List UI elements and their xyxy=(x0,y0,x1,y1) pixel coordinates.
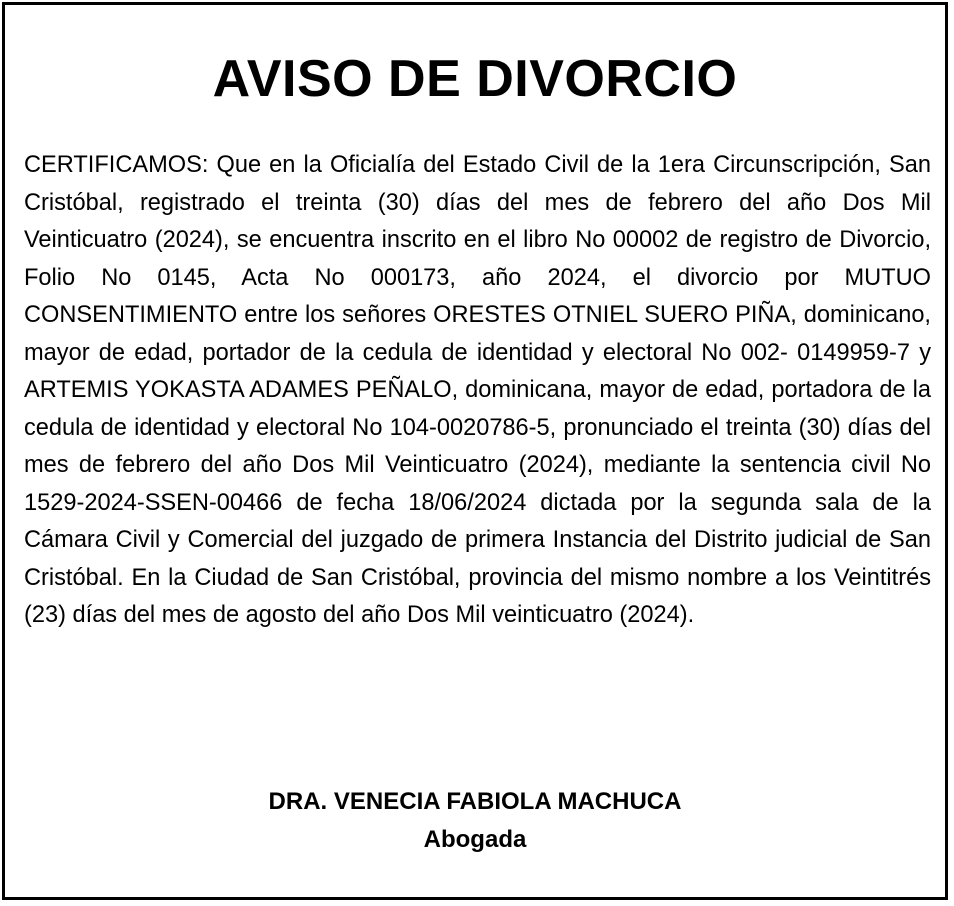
signature-block xyxy=(5,783,945,859)
notice-body: CERTIFICAMOS: Que en la Oficialía del Estado Civil de la 1era Circunscripción, San Cristóbal, registrado el treinta (30) días del mes de febrero del año Dos Mil Veinticuatro (2024), se encuentra inscrito en el libro No 00002 de registro de Divorcio, Folio No 0145, Acta No 000173, año 2024, el divorcio por MUTUO CONSENTIMIENTO entre los señores ORESTES OTNIEL SUERO PIÑA, dominicano, mayor de edad, portador de la cedula de identidad y electoral No 002- 0149959-7 y ARTEMIS YOKASTA ADAMES PEÑALO, dominicana, mayor de edad, portadora de la cedula de identidad y electoral No 104-0020786-5, pronunciado el treinta (30) días del mes de febrero del año Dos Mil Veinticuatro (2024), mediante la sentencia civil No 1529-2024-SSEN-00466 de fecha 18/06/2024 dictada por la segunda sala de la Cámara Civil y Comercial del juzgado de primera Instancia del Distrito judicial de San Cristóbal. En la Ciudad de San Cristóbal, provincia del mismo nombre a los Veintitrés (23) días del mes de agosto del año Dos Mil veinticuatro (2024). xyxy=(24,152,931,628)
notice-title: AVISO DE DIVORCIO xyxy=(212,50,738,108)
notice-frame xyxy=(2,2,948,900)
signer-title: Abogada xyxy=(423,826,527,853)
signer-name: DRA. VENECIA FABIOLA MACHUCA xyxy=(268,788,682,815)
